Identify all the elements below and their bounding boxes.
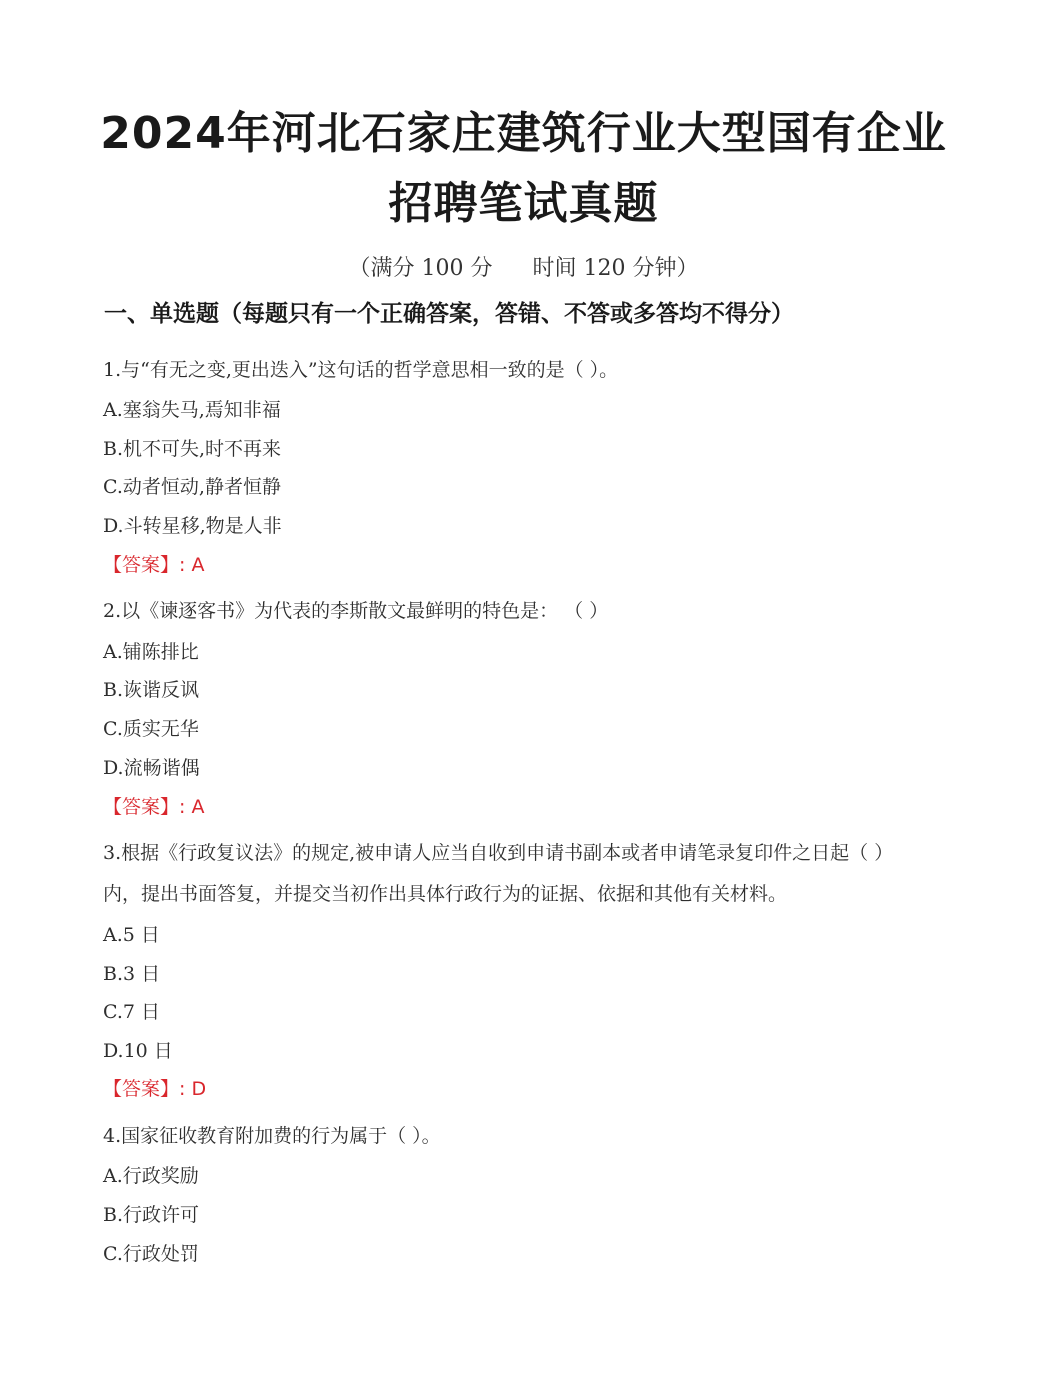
page-title-line1: 2024年河北石家庄建筑行业大型国有企业	[100, 108, 947, 159]
question-option: C.动者恒动,静者恒静	[103, 476, 281, 498]
question-option: B.行政许可	[103, 1204, 200, 1226]
question-option: A.5 日	[103, 924, 160, 946]
question-option: A.铺陈排比	[103, 641, 199, 663]
question-option: A.行政奖励	[103, 1165, 199, 1187]
answer-label: 【答案】: A	[103, 554, 205, 576]
question-stem: 4.国家征收教育附加费的行为属于（ ）。	[103, 1125, 441, 1147]
question-option: D.斗转星移,物是人非	[103, 515, 282, 537]
question-option: C.行政处罚	[103, 1243, 199, 1265]
question-stem-continued: 内，提出书面答复，并提交当初作出具体行政行为的证据、依据和其他有关材料。	[103, 883, 788, 905]
page-title-line2: 招聘笔试真题	[388, 178, 659, 229]
exam-info	[0, 258, 1047, 280]
section-heading: 一、单选题（每题只有一个正确答案，答错、不答或多答均不得分）	[104, 300, 794, 327]
answer-label: 【答案】: D	[103, 1078, 207, 1100]
question-option: D.10 日	[103, 1040, 173, 1062]
answer-label: 【答案】: A	[103, 796, 205, 818]
question-stem: 1.与“有无之变,更出迭入”这句话的哲学意思相一致的是（ ）。	[103, 359, 619, 381]
question-option: A.塞翁失马,焉知非福	[103, 399, 281, 421]
question-option: B.诙谐反讽	[103, 679, 200, 701]
question-option: C.质实无华	[103, 718, 199, 740]
question-option: C.7 日	[103, 1001, 161, 1023]
question-option: B.机不可失,时不再来	[103, 438, 282, 460]
question-option: D.流畅谐偶	[103, 757, 200, 779]
question-option: B.3 日	[103, 963, 161, 985]
question-stem: 3.根据《行政复议法》的规定,被申请人应当自收到申请书副本或者申请笔录复印件之日起（ ）	[103, 842, 894, 864]
score-info: （满分 100 分	[348, 256, 493, 281]
time-info: 时间 120 分钟）	[532, 256, 699, 281]
question-stem: 2.以《谏逐客书》为代表的李斯散文最鲜明的特色是： （ ）	[103, 600, 609, 622]
